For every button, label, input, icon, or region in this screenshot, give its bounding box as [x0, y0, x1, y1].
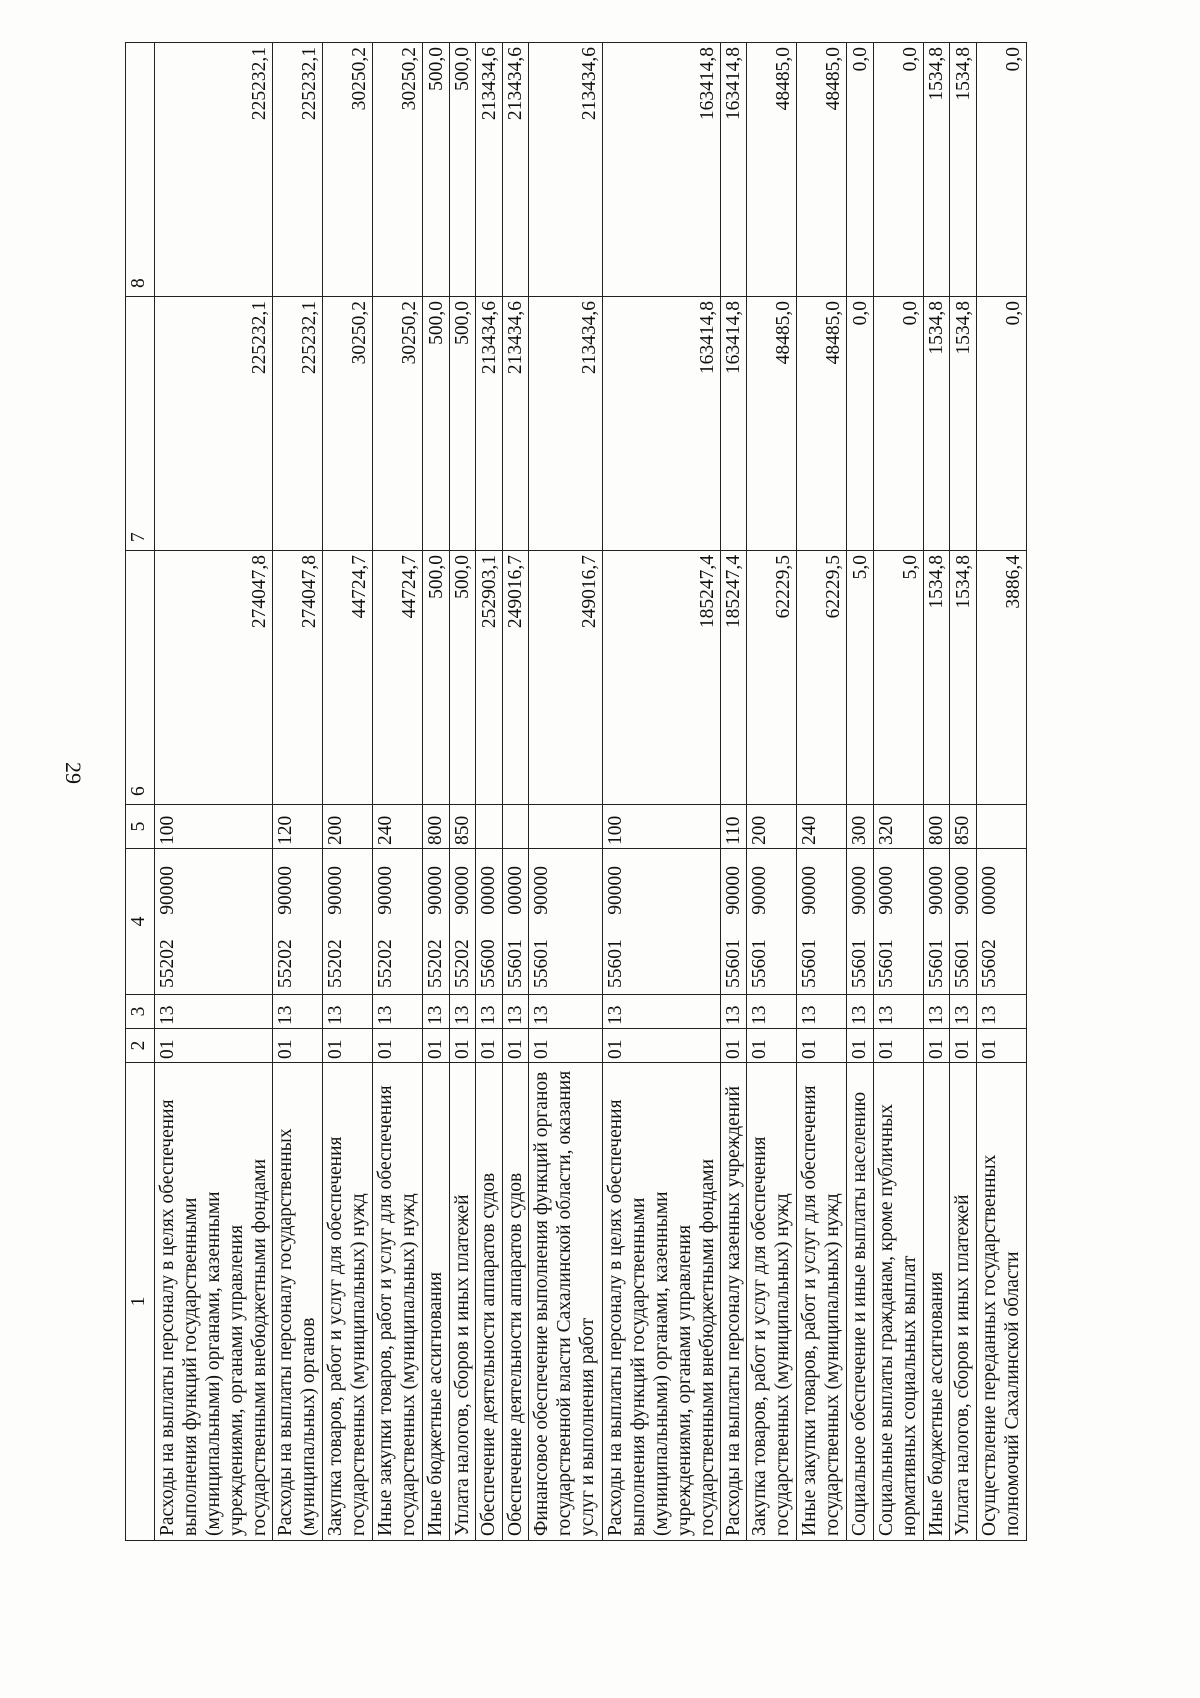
target-article-part1: 55600: [478, 939, 499, 988]
table-row: [449, 43, 476, 1541]
row-name-cell: Обеспечение деятельности аппаратов судов: [502, 1063, 529, 1541]
target-article-cell: [976, 849, 1026, 995]
amount-col7-cell: 48485,0: [747, 297, 797, 551]
table-row: [847, 43, 874, 1541]
target-article-cell: [747, 849, 797, 995]
target-article-part1: 55601: [875, 939, 897, 988]
amount-col7-cell: 0,0: [847, 297, 874, 551]
table-row: [373, 43, 423, 1541]
expense-type-cell: 800: [423, 805, 450, 849]
amount-col7-cell: 500,0: [423, 297, 450, 551]
target-article-part1: 55601: [799, 939, 820, 988]
table-row: [950, 43, 977, 1541]
target-article-part1: 55602: [978, 939, 1000, 988]
target-article-part2: 00000: [478, 866, 499, 915]
section-code-cell: 01: [923, 1029, 950, 1063]
expense-type-cell: [502, 805, 529, 849]
amount-col8-cell: 213434,6: [476, 43, 503, 297]
amount-col7-cell: 0,0: [976, 297, 1026, 551]
rotated-page-content: [125, 43, 1110, 1541]
expense-type-cell: 200: [323, 805, 373, 849]
amount-col8-cell: 0,0: [847, 43, 874, 297]
subsection-code-cell: 13: [476, 995, 503, 1029]
table-row: [797, 43, 847, 1541]
amount-col7-cell: 213434,6: [476, 297, 503, 551]
column-header: 3: [126, 995, 155, 1029]
section-code-cell: 01: [449, 1029, 476, 1063]
expense-type-cell: 240: [373, 805, 423, 849]
subsection-code-cell: 13: [923, 995, 950, 1029]
section-code-cell: 01: [323, 1029, 373, 1063]
table-row: [976, 43, 1026, 1541]
amount-col8-cell: 225232,1: [155, 43, 273, 297]
target-article-cell: [529, 849, 603, 995]
table-row: [423, 43, 450, 1541]
row-name-cell: Закупка товаров, работ и услуг для обеспечения государственных (муниципальных) нужд: [323, 1063, 373, 1541]
subsection-code-cell: 13: [373, 995, 423, 1029]
target-article-cell: [423, 849, 450, 995]
section-code-cell: 01: [273, 1029, 323, 1063]
amount-col6-cell: 5,0: [873, 551, 923, 805]
page-number: 29: [61, 762, 86, 784]
target-article-part2: 90000: [604, 866, 626, 915]
subsection-code-cell: 13: [449, 995, 476, 1029]
amount-col8-cell: 0,0: [873, 43, 923, 297]
amount-col6-cell: 185247,4: [720, 551, 747, 805]
column-header: 8: [126, 43, 155, 297]
target-article-cell: [797, 849, 847, 995]
amount-col6-cell: 274047,8: [273, 551, 323, 805]
amount-col8-cell: 163414,8: [602, 43, 720, 297]
amount-col7-cell: 1534,8: [950, 297, 977, 551]
amount-col8-cell: 225232,1: [273, 43, 323, 297]
target-article-part2: 90000: [749, 866, 770, 915]
header-row: [126, 43, 155, 1541]
target-article-part1: 55601: [925, 939, 947, 988]
target-article-part1: 55202: [325, 939, 346, 988]
target-article-part2: 90000: [849, 866, 870, 915]
amount-col6-cell: 1534,8: [923, 551, 950, 805]
expense-type-cell: [476, 805, 503, 849]
amount-col7-cell: 163414,8: [602, 297, 720, 551]
amount-col6-cell: 3886,4: [976, 551, 1026, 805]
amount-col7-cell: 213434,6: [529, 297, 603, 551]
table-row: [923, 43, 950, 1541]
target-article-part2: 90000: [375, 866, 396, 915]
table-row: [873, 43, 923, 1541]
section-code-cell: 01: [529, 1029, 603, 1063]
amount-col6-cell: 62229,5: [747, 551, 797, 805]
target-article-part1: 55202: [157, 939, 178, 988]
amount-col6-cell: 249016,7: [529, 551, 603, 805]
subsection-code-cell: 13: [747, 995, 797, 1029]
section-code-cell: 01: [847, 1029, 874, 1063]
amount-col6-cell: 44724,7: [323, 551, 373, 805]
target-article-part2: 90000: [952, 866, 973, 915]
target-article-cell: [873, 849, 923, 995]
target-article-cell: [373, 849, 423, 995]
row-name-cell: Осуществление переданных государственных полномочий Сахалинской области: [976, 1063, 1026, 1541]
amount-col6-cell: 252903,1: [476, 551, 503, 805]
target-article-cell: [273, 849, 323, 995]
subsection-code-cell: 13: [273, 995, 323, 1029]
table-row: [476, 43, 503, 1541]
expense-type-cell: 100: [155, 805, 273, 849]
amount-col8-cell: 500,0: [449, 43, 476, 297]
target-article-part1: 55601: [604, 939, 626, 988]
expense-type-cell: 110: [720, 805, 747, 849]
subsection-code-cell: 13: [847, 995, 874, 1029]
row-name-cell: Расходы на выплаты персоналу в целях обеспечения выполнения функций государственными (муниципальными) органами, казенными учреждениями, органами управления государственными внебюджетными фондами: [155, 1063, 273, 1541]
amount-col6-cell: 500,0: [449, 551, 476, 805]
target-article-cell: [155, 849, 273, 995]
amount-col6-cell: 44724,7: [373, 551, 423, 805]
subsection-code-cell: 13: [423, 995, 450, 1029]
target-article-part1: 55202: [375, 939, 396, 988]
section-code-cell: 01: [976, 1029, 1026, 1063]
amount-col6-cell: 185247,4: [602, 551, 720, 805]
row-name-cell: Уплата налогов, сборов и иных платежей: [449, 1063, 476, 1541]
subsection-code-cell: 13: [502, 995, 529, 1029]
amount-col8-cell: 163414,8: [720, 43, 747, 297]
subsection-code-cell: 13: [602, 995, 720, 1029]
amount-col7-cell: 163414,8: [720, 297, 747, 551]
amount-col8-cell: 213434,6: [529, 43, 603, 297]
column-header: 4: [126, 849, 155, 995]
target-article-part2: 90000: [325, 866, 346, 915]
subsection-code-cell: 13: [797, 995, 847, 1029]
expense-type-cell: 800: [923, 805, 950, 849]
amount-col8-cell: 48485,0: [797, 43, 847, 297]
row-name-cell: Социальное обеспечение и иные выплаты населению: [847, 1063, 874, 1541]
column-header: 7: [126, 297, 155, 551]
amount-col7-cell: 1534,8: [923, 297, 950, 551]
expense-type-cell: [976, 805, 1026, 849]
expense-type-cell: 850: [449, 805, 476, 849]
amount-col8-cell: 1534,8: [950, 43, 977, 297]
target-article-cell: [323, 849, 373, 995]
column-header: 5: [126, 805, 155, 849]
expense-type-cell: 240: [797, 805, 847, 849]
row-name-cell: Иные бюджетные ассигнования: [423, 1063, 450, 1541]
target-article-part2: 90000: [875, 866, 897, 915]
amount-col6-cell: 5,0: [847, 551, 874, 805]
row-name-cell: Расходы на выплаты персоналу в целях обеспечения выполнения функций государственными (муниципальными) органами, казенными учреждениями, органами управления государственными внебюджетными фондами: [602, 1063, 720, 1541]
amount-col7-cell: 500,0: [449, 297, 476, 551]
table-body: [155, 43, 1027, 1541]
subsection-code-cell: 13: [720, 995, 747, 1029]
column-header: 6: [126, 551, 155, 805]
expense-type-cell: 200: [747, 805, 797, 849]
amount-col6-cell: 274047,8: [155, 551, 273, 805]
expense-type-cell: 100: [602, 805, 720, 849]
amount-col8-cell: 213434,6: [502, 43, 529, 297]
budget-table: [125, 42, 1027, 1541]
target-article-cell: [950, 849, 977, 995]
target-article-part1: 55202: [425, 939, 446, 988]
target-article-part2: 90000: [799, 866, 820, 915]
target-article-part2: 90000: [157, 866, 178, 915]
target-article-part1: 55202: [275, 939, 296, 988]
target-article-part2: 90000: [275, 866, 296, 915]
target-article-part2: 90000: [531, 866, 552, 915]
subsection-code-cell: 13: [155, 995, 273, 1029]
amount-col7-cell: 225232,1: [273, 297, 323, 551]
target-article-part1: 55202: [451, 939, 473, 988]
row-name-cell: Закупка товаров, работ и услуг для обеспечения государственных (муниципальных) нужд: [747, 1063, 797, 1541]
amount-col6-cell: 62229,5: [797, 551, 847, 805]
amount-col7-cell: 0,0: [873, 297, 923, 551]
amount-col6-cell: 249016,7: [502, 551, 529, 805]
section-code-cell: 01: [950, 1029, 977, 1063]
subsection-code-cell: 13: [950, 995, 977, 1029]
target-article-cell: [449, 849, 476, 995]
table-row: [529, 43, 603, 1541]
row-name-cell: Иные закупки товаров, работ и услуг для обеспечения государственных (муниципальных) нужд: [797, 1063, 847, 1541]
row-name-cell: Обеспечение деятельности аппаратов судов: [476, 1063, 503, 1541]
row-name-cell: Уплата налогов, сборов и иных платежей: [950, 1063, 977, 1541]
target-article-part2: 90000: [925, 866, 947, 915]
target-article-part2: 90000: [451, 866, 473, 915]
table-row: [273, 43, 323, 1541]
amount-col8-cell: 0,0: [976, 43, 1026, 297]
subsection-code-cell: 13: [323, 995, 373, 1029]
row-name-cell: Социальные выплаты гражданам, кроме публичных нормативных социальных выплат: [873, 1063, 923, 1541]
target-article-part1: 55601: [722, 939, 744, 988]
target-article-cell: [502, 849, 529, 995]
amount-col7-cell: 225232,1: [155, 297, 273, 551]
amount-col8-cell: 48485,0: [747, 43, 797, 297]
target-article-part2: 00000: [504, 866, 526, 915]
row-name-cell: Финансовое обеспечение выполнения функций органов государственной власти Сахалинской области, оказания услуг и выполнения работ: [529, 1063, 603, 1541]
section-code-cell: 01: [873, 1029, 923, 1063]
section-code-cell: 01: [373, 1029, 423, 1063]
column-header: 1: [126, 1063, 155, 1541]
section-code-cell: 01: [155, 1029, 273, 1063]
expense-type-cell: [529, 805, 603, 849]
expense-type-cell: 300: [847, 805, 874, 849]
row-name-cell: Расходы на выплаты персоналу казенных учреждений: [720, 1063, 747, 1541]
amount-col8-cell: 30250,2: [323, 43, 373, 297]
amount-col8-cell: 500,0: [423, 43, 450, 297]
target-article-cell: [847, 849, 874, 995]
amount-col7-cell: 213434,6: [502, 297, 529, 551]
column-header: 2: [126, 1029, 155, 1063]
target-article-part1: 55601: [952, 939, 973, 988]
table-row: [747, 43, 797, 1541]
target-article-part2: 00000: [978, 866, 1000, 915]
section-code-cell: 01: [747, 1029, 797, 1063]
subsection-code-cell: 13: [529, 995, 603, 1029]
table-row: [720, 43, 747, 1541]
target-article-cell: [476, 849, 503, 995]
amount-col8-cell: 30250,2: [373, 43, 423, 297]
amount-col7-cell: 30250,2: [373, 297, 423, 551]
amount-col6-cell: 1534,8: [950, 551, 977, 805]
target-article-cell: [923, 849, 950, 995]
row-name-cell: Иные бюджетные ассигнования: [923, 1063, 950, 1541]
target-article-cell: [602, 849, 720, 995]
row-name-cell: Расходы на выплаты персоналу государственных (муниципальных) органов: [273, 1063, 323, 1541]
target-article-part1: 55601: [749, 939, 770, 988]
expense-type-cell: 850: [950, 805, 977, 849]
amount-col7-cell: 48485,0: [797, 297, 847, 551]
target-article-part2: 90000: [722, 866, 744, 915]
subsection-code-cell: 13: [873, 995, 923, 1029]
amount-col6-cell: 500,0: [423, 551, 450, 805]
section-code-cell: 01: [720, 1029, 747, 1063]
target-article-part1: 55601: [504, 939, 526, 988]
table-row: [602, 43, 720, 1541]
table-row: [502, 43, 529, 1541]
target-article-part2: 90000: [425, 866, 446, 915]
section-code-cell: 01: [602, 1029, 720, 1063]
table-row: [323, 43, 373, 1541]
amount-col8-cell: 1534,8: [923, 43, 950, 297]
row-name-cell: Иные закупки товаров, работ и услуг для обеспечения государственных (муниципальных) нужд: [373, 1063, 423, 1541]
target-article-cell: [720, 849, 747, 995]
target-article-part1: 55601: [531, 939, 552, 988]
amount-col7-cell: 30250,2: [323, 297, 373, 551]
table-row: [155, 43, 273, 1541]
expense-type-cell: 120: [273, 805, 323, 849]
section-code-cell: 01: [476, 1029, 503, 1063]
subsection-code-cell: 13: [976, 995, 1026, 1029]
section-code-cell: 01: [797, 1029, 847, 1063]
section-code-cell: 01: [502, 1029, 529, 1063]
section-code-cell: 01: [423, 1029, 450, 1063]
target-article-part1: 55601: [849, 939, 870, 988]
expense-type-cell: 320: [873, 805, 923, 849]
